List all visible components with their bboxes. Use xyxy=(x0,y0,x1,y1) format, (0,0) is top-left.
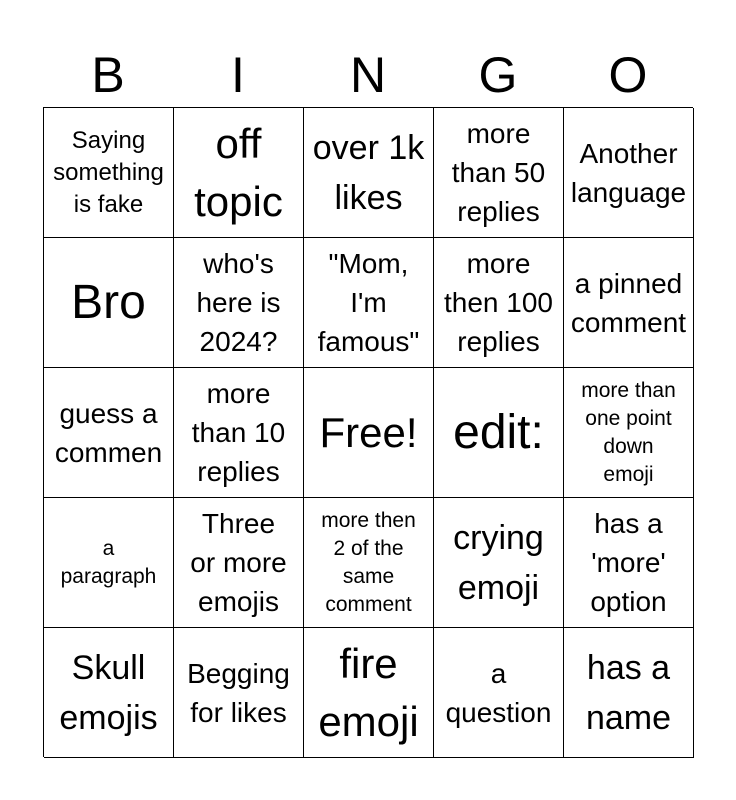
bingo-cell-r4-c2[interactable]: Three or more emojis xyxy=(174,498,304,628)
bingo-grid xyxy=(43,107,693,757)
bingo-cell-r3-c1[interactable]: guess a commen xyxy=(44,368,174,498)
header-letter-n: N xyxy=(349,47,387,103)
bingo-cell-r1-c4[interactable]: more than 50 replies xyxy=(434,108,564,238)
bingo-cell-r1-c3[interactable]: over 1k likes xyxy=(304,108,434,238)
bingo-cell-r5-c5[interactable]: has a name xyxy=(564,628,694,758)
header-letter-g: G xyxy=(478,47,518,103)
bingo-cell-r1-c2[interactable]: off topic xyxy=(174,108,304,238)
bingo-cell-r5-c2[interactable]: Begging for likes xyxy=(174,628,304,758)
bingo-cell-r5-c4[interactable]: a question xyxy=(434,628,564,758)
bingo-cell-r4-c3[interactable]: more then 2 of the same comment xyxy=(304,498,434,628)
header-letter-b: B xyxy=(91,47,125,103)
bingo-cell-r3-c5[interactable]: more than one point down emoji xyxy=(564,368,694,498)
bingo-cell-r1-c5[interactable]: Another language xyxy=(564,108,694,238)
bingo-cell-r2-c4[interactable]: more then 100 replies xyxy=(434,238,564,368)
bingo-cell-r3-c2[interactable]: more than 10 replies xyxy=(174,368,304,498)
bingo-cell-r3-c3[interactable]: Free! xyxy=(304,368,434,498)
header-letter-i: I xyxy=(231,47,245,103)
bingo-cell-r4-c5[interactable]: has a 'more' option xyxy=(564,498,694,628)
bingo-cell-r2-c3[interactable]: "Mom, I'm famous" xyxy=(304,238,434,368)
bingo-cell-r2-c1[interactable]: Bro xyxy=(44,238,174,368)
bingo-cell-r5-c3[interactable]: fire emoji xyxy=(304,628,434,758)
bingo-cell-r2-c5[interactable]: a pinned comment xyxy=(564,238,694,368)
bingo-cell-r4-c4[interactable]: crying emoji xyxy=(434,498,564,628)
bingo-header xyxy=(43,44,693,106)
bingo-cell-r3-c4[interactable]: edit: xyxy=(434,368,564,498)
bingo-cell-r5-c1[interactable]: Skull emojis xyxy=(44,628,174,758)
bingo-cell-r4-c1[interactable]: a paragraph xyxy=(44,498,174,628)
header-letter-o: O xyxy=(608,47,648,103)
bingo-cell-r1-c1[interactable]: Saying something is fake xyxy=(44,108,174,238)
bingo-cell-r2-c2[interactable]: who's here is 2024? xyxy=(174,238,304,368)
